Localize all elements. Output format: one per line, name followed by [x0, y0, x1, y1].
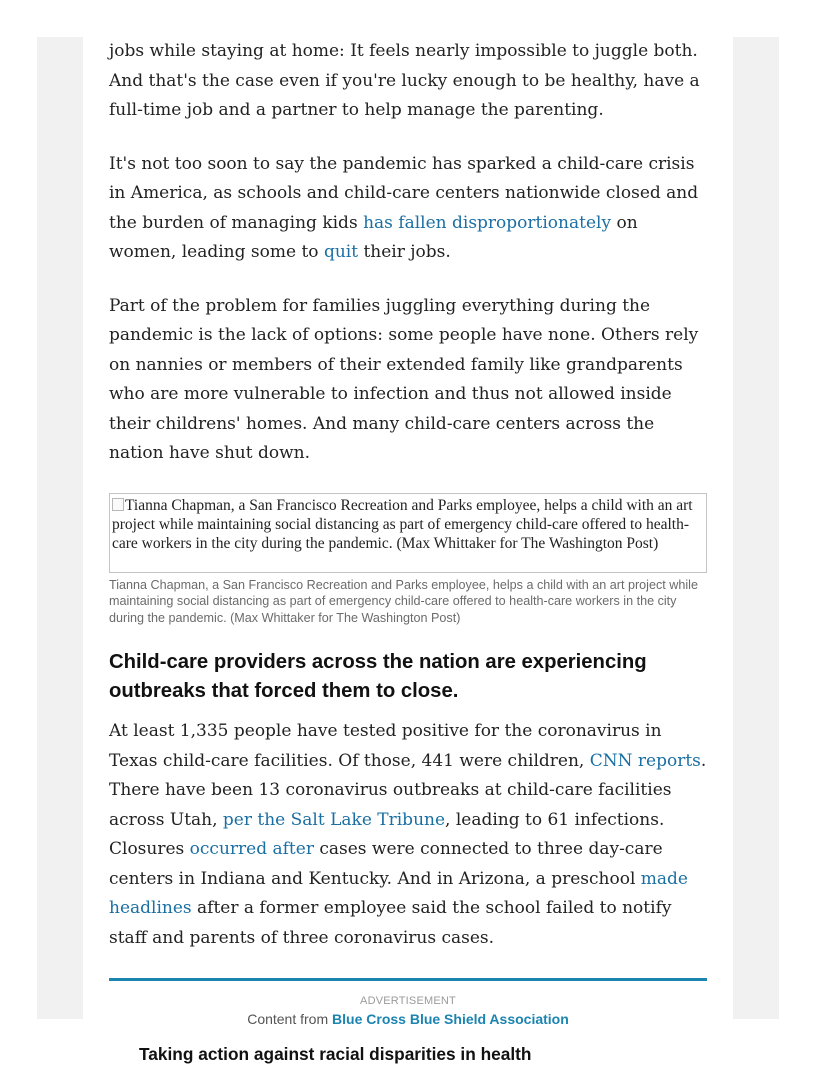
paragraph-1: jobs while staying at home: It feels nearly impossible to juggle both. And that's the case even if you're lucky enough to be healthy, have a full-time job and a partner to help manage the parenting.	[109, 41, 700, 120]
link-occurred-after[interactable]: occurred after	[189, 839, 314, 859]
text: cases were connected to three day-care centers in Indiana and Kentucky. And in Arizona, a preschool	[109, 839, 663, 889]
text: their jobs.	[358, 242, 451, 262]
text: At least 1,335 people have tested positive for the coronavirus in Texas child-care facilities. Of those, 441 were children,	[109, 721, 662, 771]
sponsor-link[interactable]: Blue Cross Blue Shield Association	[332, 1011, 569, 1027]
text: after a former employee said the school failed to notify staff and parents of three coronavirus cases.	[109, 898, 672, 948]
left-gutter	[37, 37, 83, 1019]
text: , leading to 61 infections. Closures	[109, 809, 665, 859]
advertisement-label: ADVERTISEMENT	[360, 995, 456, 1007]
paragraph-3: Part of the problem for families juggling everything during the pandemic is the lack of options: some people have none. Others rely on nannies or members of their extended family like grandparents who are more vulnerable to infection and thus not allowed inside their childrens' homes. And many child-care centers across the nation have shut down.	[109, 295, 699, 463]
text: . There have been 13 coronavirus outbreaks at child-care facilities across Utah,	[109, 750, 707, 830]
article-figure	[109, 493, 707, 627]
sponsor-prefix: Content from	[247, 1011, 333, 1027]
ad-divider	[109, 978, 707, 981]
paragraph-2	[109, 150, 707, 268]
text: on women, leading some to	[109, 212, 638, 262]
link-made-headlines[interactable]: made headlines	[109, 868, 688, 918]
figure-caption: Tianna Chapman, a San Francisco Recreation and Parks employee, helps a child with an art project while maintaining social distancing as part of emergency child-care offered to health-care workers in the city during the pandemic. (Max Whittaker for The Washington Post)	[109, 577, 698, 625]
image-alt-text: Tianna Chapman, a San Francisco Recreation and Parks employee, helps a child with an art project while maintaining social distancing as part of emergency child-care offered to health-care workers in the city during the pandemic. (Max Whittaker for The Washington Post)	[112, 496, 693, 552]
link-has-fallen-disproportionately[interactable]: has fallen disproportionately	[363, 212, 612, 233]
link-salt-lake-tribune[interactable]: per the Salt Lake Tribune	[222, 809, 446, 830]
link-quit[interactable]: quit	[323, 242, 359, 262]
paragraph-4	[109, 717, 707, 953]
section-subhead: Child-care providers across the nation are experiencing outbreaks that forced them to close.	[109, 651, 647, 702]
article-body	[109, 37, 707, 1065]
broken-image-icon	[112, 498, 124, 511]
text: It's not too soon to say the pandemic has sparked a child-care crisis in America, as schools and child-care centers nationwide closed and the burden of managing kids	[109, 153, 699, 233]
link-cnn-reports[interactable]: CNN reports	[589, 750, 701, 771]
ad-headline[interactable]: Taking action against racial disparities in health	[139, 1044, 532, 1064]
ad-sponsor-line	[109, 1011, 707, 1027]
right-gutter	[733, 37, 779, 1019]
broken-image[interactable]	[109, 493, 707, 573]
